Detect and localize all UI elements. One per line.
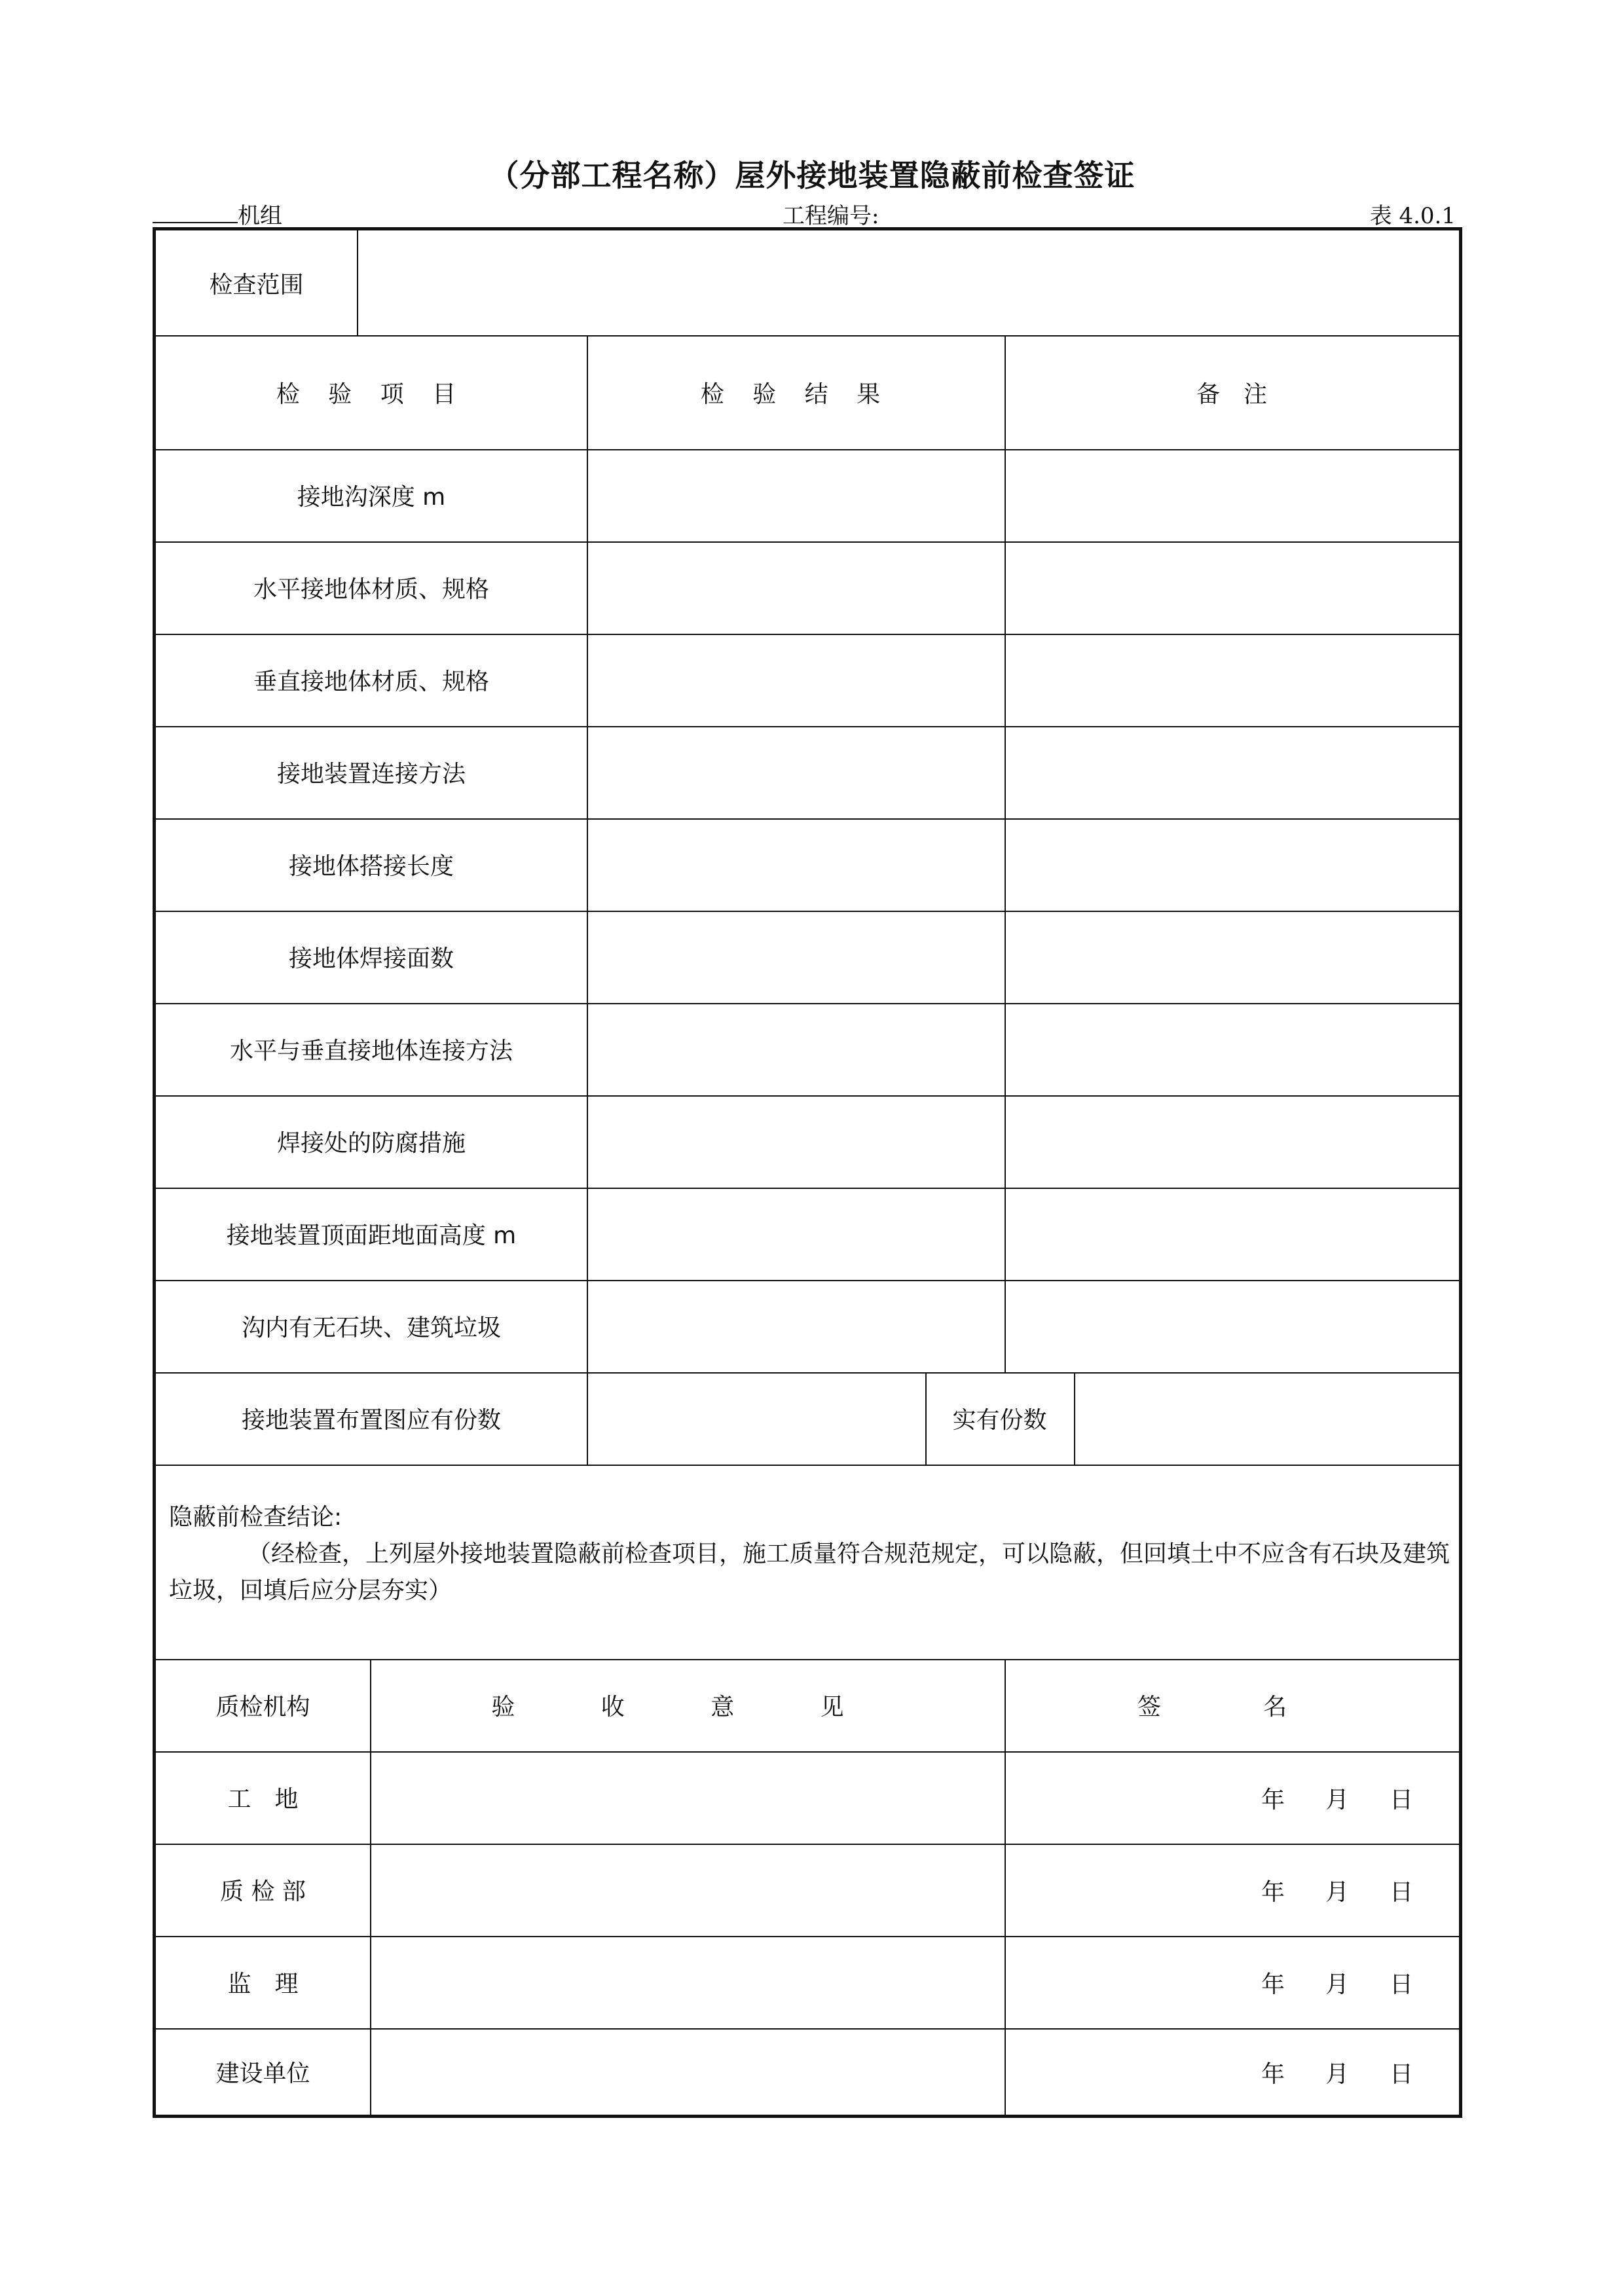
inspection-item-label: 沟内有无石块、建筑垃圾 — [241, 1315, 501, 1341]
date-year: 年 — [1261, 1879, 1285, 1906]
signoff-opinion-input[interactable] — [371, 2030, 1005, 2115]
inspection-item-label: 接地体搭接长度 — [288, 853, 454, 880]
signoff-opinion-input[interactable] — [371, 1753, 1005, 1844]
actual-copies-input[interactable] — [1075, 1374, 1459, 1465]
inspection-result-input[interactable] — [588, 1097, 1005, 1188]
signoff-header-opinion: 验 收 意 见 — [491, 1694, 883, 1721]
inspection-remarks-input[interactable] — [1006, 1097, 1459, 1188]
signoff-header-org: 质检机构 — [215, 1694, 310, 1721]
inspection-item-label: 接地体焊接面数 — [288, 945, 454, 972]
inspection-remarks-input[interactable] — [1006, 635, 1459, 726]
inspection-result-input[interactable] — [588, 635, 1005, 726]
inspection-remarks-input[interactable] — [1006, 912, 1459, 1003]
date-year: 年 — [1261, 1971, 1285, 1998]
row-divider — [156, 1465, 1459, 1466]
signoff-opinion-input[interactable] — [371, 1845, 1005, 1936]
layout-copies-required-input[interactable] — [588, 1374, 925, 1465]
inspection-remarks-input[interactable] — [1006, 1281, 1459, 1372]
date-day: 日 — [1389, 1787, 1413, 1813]
scope-input[interactable] — [358, 230, 1459, 335]
inspection-remarks-input[interactable] — [1006, 727, 1459, 818]
signoff-org-owner: 建设单位 — [215, 2060, 310, 2087]
date-month: 月 — [1325, 2060, 1349, 2088]
inspection-remarks-input[interactable] — [1006, 820, 1459, 911]
date-month: 月 — [1325, 1879, 1349, 1906]
column-header-item: 检 验 项 目 — [276, 380, 467, 408]
signoff-org-qc: 质 检 部 — [220, 1878, 306, 1905]
inspection-result-input[interactable] — [588, 1189, 1005, 1280]
scope-label: 检查范围 — [209, 271, 304, 299]
date-month: 月 — [1325, 1971, 1349, 1998]
layout-copies-label: 接地装置布置图应有份数 — [241, 1407, 501, 1434]
signoff-date[interactable] — [1006, 1753, 1459, 1844]
signoff-org-site: 工 地 — [227, 1786, 299, 1813]
inspection-item-label: 水平接地体材质、规格 — [253, 576, 489, 603]
signoff-header-signature: 签 名 — [1137, 1694, 1326, 1721]
actual-copies-label: 实有份数 — [952, 1407, 1047, 1434]
inspection-remarks-input[interactable] — [1006, 1004, 1459, 1095]
signoff-opinion-input[interactable] — [371, 1937, 1005, 2028]
conclusion-section — [169, 1499, 1452, 1609]
column-header-result: 检 验 结 果 — [700, 380, 891, 408]
conclusion-text: （经检查，上列屋外接地装置隐蔽前检查项目，施工质量符合规范规定，可以隐蔽，但回填土中不应含有石块及建筑垃圾，回填后应分层夯实） — [169, 1540, 1450, 1604]
inspection-item-label: 水平与垂直接地体连接方法 — [229, 1038, 513, 1065]
date-day: 日 — [1389, 1879, 1413, 1906]
inspection-result-input[interactable] — [588, 820, 1005, 911]
conclusion-label: 隐蔽前检查结论: — [169, 1504, 342, 1531]
inspection-item-label: 垂直接地体材质、规格 — [253, 668, 489, 695]
signoff-date[interactable] — [1006, 1845, 1459, 1936]
inspection-remarks-input[interactable] — [1006, 1189, 1459, 1280]
inspection-result-input[interactable] — [588, 543, 1005, 634]
unit-suffix: 机组 — [238, 203, 282, 229]
inspection-result-input[interactable] — [588, 1004, 1005, 1095]
inspection-remarks-input[interactable] — [1006, 450, 1459, 541]
inspection-result-input[interactable] — [588, 450, 1005, 541]
unit-blank-line[interactable] — [153, 202, 238, 223]
inspection-result-input[interactable] — [588, 912, 1005, 1003]
inspection-result-input[interactable] — [588, 727, 1005, 818]
document-title: （分部工程名称）屋外接地装置隐蔽前检查签证 — [489, 158, 1135, 193]
signoff-org-supervision: 监 理 — [227, 1971, 299, 1997]
table-number: 表 4.0.1 — [1369, 203, 1456, 229]
inspection-item-label: 接地装置连接方法 — [276, 761, 466, 788]
inspection-item-label: 接地沟深度 m — [297, 484, 446, 511]
date-year: 年 — [1261, 1787, 1285, 1813]
date-day: 日 — [1389, 2060, 1413, 2088]
column-header-remarks: 备 注 — [1196, 380, 1267, 408]
date-month: 月 — [1325, 1787, 1349, 1813]
signoff-date[interactable] — [1006, 1937, 1459, 2028]
date-year: 年 — [1261, 2060, 1285, 2088]
date-day: 日 — [1389, 1971, 1413, 1998]
inspection-item-label: 焊接处的防腐措施 — [276, 1130, 466, 1157]
project-number-label: 工程编号: — [783, 203, 879, 229]
inspection-item-label: 接地装置顶面距地面高度 m — [226, 1222, 517, 1249]
inspection-result-input[interactable] — [588, 1281, 1005, 1372]
unit-label — [153, 198, 282, 230]
signoff-date[interactable] — [1006, 2030, 1459, 2115]
inspection-remarks-input[interactable] — [1006, 543, 1459, 634]
